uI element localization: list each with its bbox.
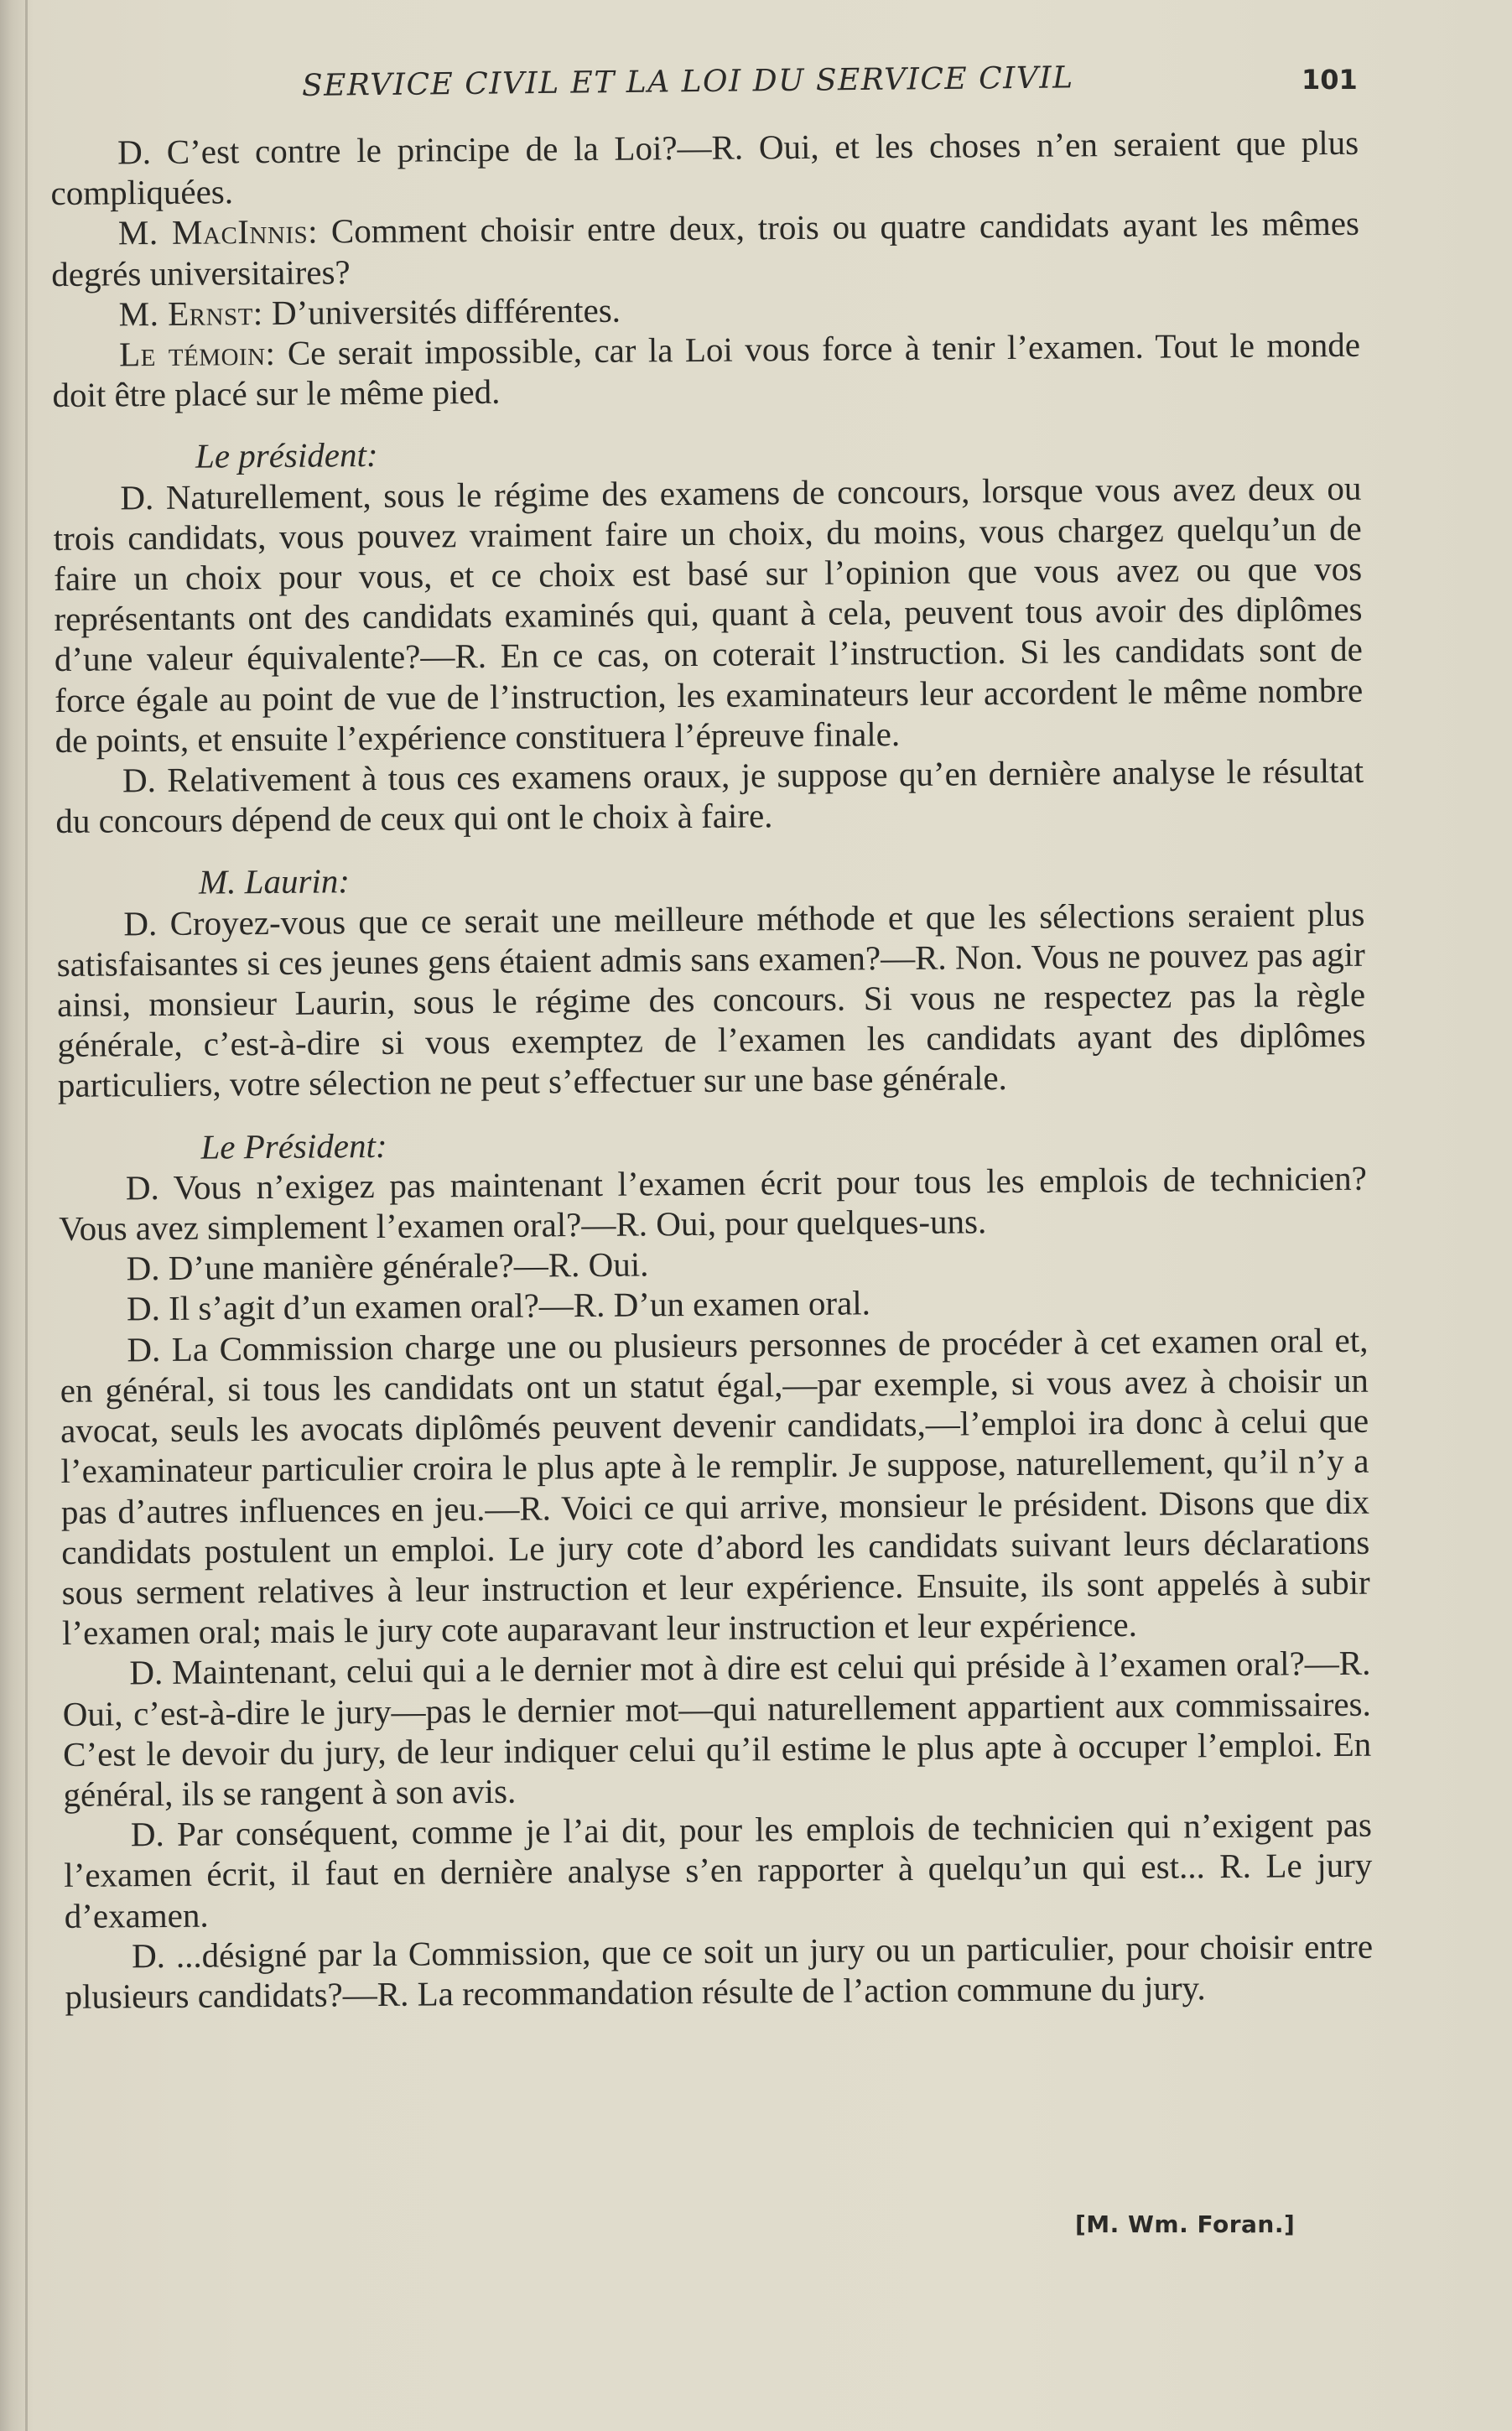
section-heading-laurin: M. Laurin:: [198, 861, 351, 902]
body-text: [50, 122, 1374, 2017]
speaker-label: M. Ernst:: [118, 293, 263, 334]
paragraph-dernier-mot: D. Maintenant, celui qui a le dernier mot à dire est celui qui préside à l’examen oral?—R. Oui, c’est-à-dire le jury—pas le dernier mot—qui naturellement appartient aux commissaires. C’est le devoir du jury, de leur indiquer celui qu’il estime le plus apte à occuper l’emploi. En général, ils se rangent à son avis.: [62, 1644, 1372, 1814]
page-header: [301, 60, 1392, 119]
paragraph-sans-examen: D. Croyez-vous que ce serait une meilleure méthode et que les sélections seraient plus satisfaisantes si ces jeunes gens étaient admis sans examen?—R. Non. Vous ne pouvez pas agir ainsi, monsieur Laurin, sous le régime des concours. Si vous ne respectez pas la règle générale, c’est-à-dire si vous exemptez de l’examen les candidats ayant des diplômes particuliers, votre sélection ne peut s’effectuer sur une base générale.: [56, 894, 1366, 1105]
speaker-label: Le témoin:: [118, 333, 276, 374]
paragraph-maniere-generale: D. D’une manière générale?—R. Oui.: [126, 1244, 649, 1288]
paragraph-examens-oraux: D. Relativement à tous ces examens oraux, je suppose qu’en dernière analyse le résultat du concours dépend de ceux qui ont le choix à faire.: [55, 751, 1364, 841]
paragraph-designe: D. ...désigné par la Commission, que ce soit un jury ou un particulier, pour choisir entre plusieurs candidats?—R. La recommandation résulte de l’action commune du jury.: [65, 1926, 1374, 2016]
paragraph-ernst: M. Ernst: D’universités différentes.: [118, 290, 621, 334]
paragraph-question-principle: D. C’est contre le principe de la Loi?—R. Oui, et les choses n’en seraient que plus compliquées.: [50, 122, 1359, 213]
paragraph-concours: D. Naturellement, sous le régime des examens de concours, lorsque vous avez deux ou trois candidats, vous pouvez vraiment faire un choix, du moins, vous chargez quelqu’un de faire un choix pour vous, et ce choix est basé sur l’opinion que vous avez ou que vos représentants ont des candidats examinés qui, quant à cela, peuvent tous avoir des diplômes d’une valeur équivalente?—R. En ce cas, on coterait l’instruction. Si les candidats sont de force égale au point de vue de l’instruction, les examinateurs leur accordent le même nombre de points, et ensuite l’expérience constituera l’épreuve finale.: [53, 468, 1364, 760]
paragraph-par-consequent: D. Par conséquent, comme je l’ai dit, pour les emplois de technicien qui n’exigent pas l’examen écrit, il faut en dernière analyse s’en rapporter à quelqu’un qui est... R. Le jury d’examen.: [64, 1805, 1373, 1935]
speaker-signature: [M. Wm. Foran.]: [1075, 2210, 1296, 2238]
paragraph-examen-oral: D. Il s’agit d’un examen oral?—R. D’un examen oral.: [126, 1283, 871, 1328]
paragraph-temoin: Le témoin: Ce serait impossible, car la Loi vous force à tenir l’examen. Tout le monde doit être placé sur le même pied.: [52, 325, 1361, 415]
paragraph-macinnis: M. MacInnis: Comment choisir entre deux, trois ou quatre candidats ayant les mêmes degrés universitaires?: [51, 204, 1360, 293]
section-heading-president-2: Le Président:: [200, 1125, 387, 1166]
section-heading-president: Le président:: [195, 435, 378, 476]
running-title: SERVICE CIVIL ET LA LOI DU SERVICE CIVIL: [301, 60, 1074, 103]
paragraph-technicien: D. Vous n’exigez pas maintenant l’examen écrit pour tous les emplois de technicien? Vous avez simplement l’examen oral?—R. Oui, pour quelques-uns.: [59, 1158, 1368, 1249]
paragraph-commission: D. La Commission charge une ou plusieurs personnes de procéder à cet examen oral et, en général, si tous les candidats ont un statut égal,—par exemple, si vous avez à choisir un avocat, seuls les avocats diplômés peuvent devenir candidats,—l’emploi ira donc à celui que l’examinateur particulier croira le plus apte à le remplir. Je suppose, naturellement, qu’il n’y a pas d’autres influences en jeu.—R. Voici ce qui arrive, monsieur le président. Disons que dix candidats postulent un emploi. Le jury cote d’abord les candidats suivant leurs déclarations sous serment relatives à leur instruction et leur expérience. Ensuite, ils sont appelés à subir l’examen oral; mais le jury cote auparavant leur instruction et leur expérience.: [60, 1320, 1370, 1653]
page-binding-edge: [25, 0, 28, 2431]
speaker-label: M. MacInnis:: [117, 211, 319, 252]
page-number: 101: [1302, 64, 1358, 96]
